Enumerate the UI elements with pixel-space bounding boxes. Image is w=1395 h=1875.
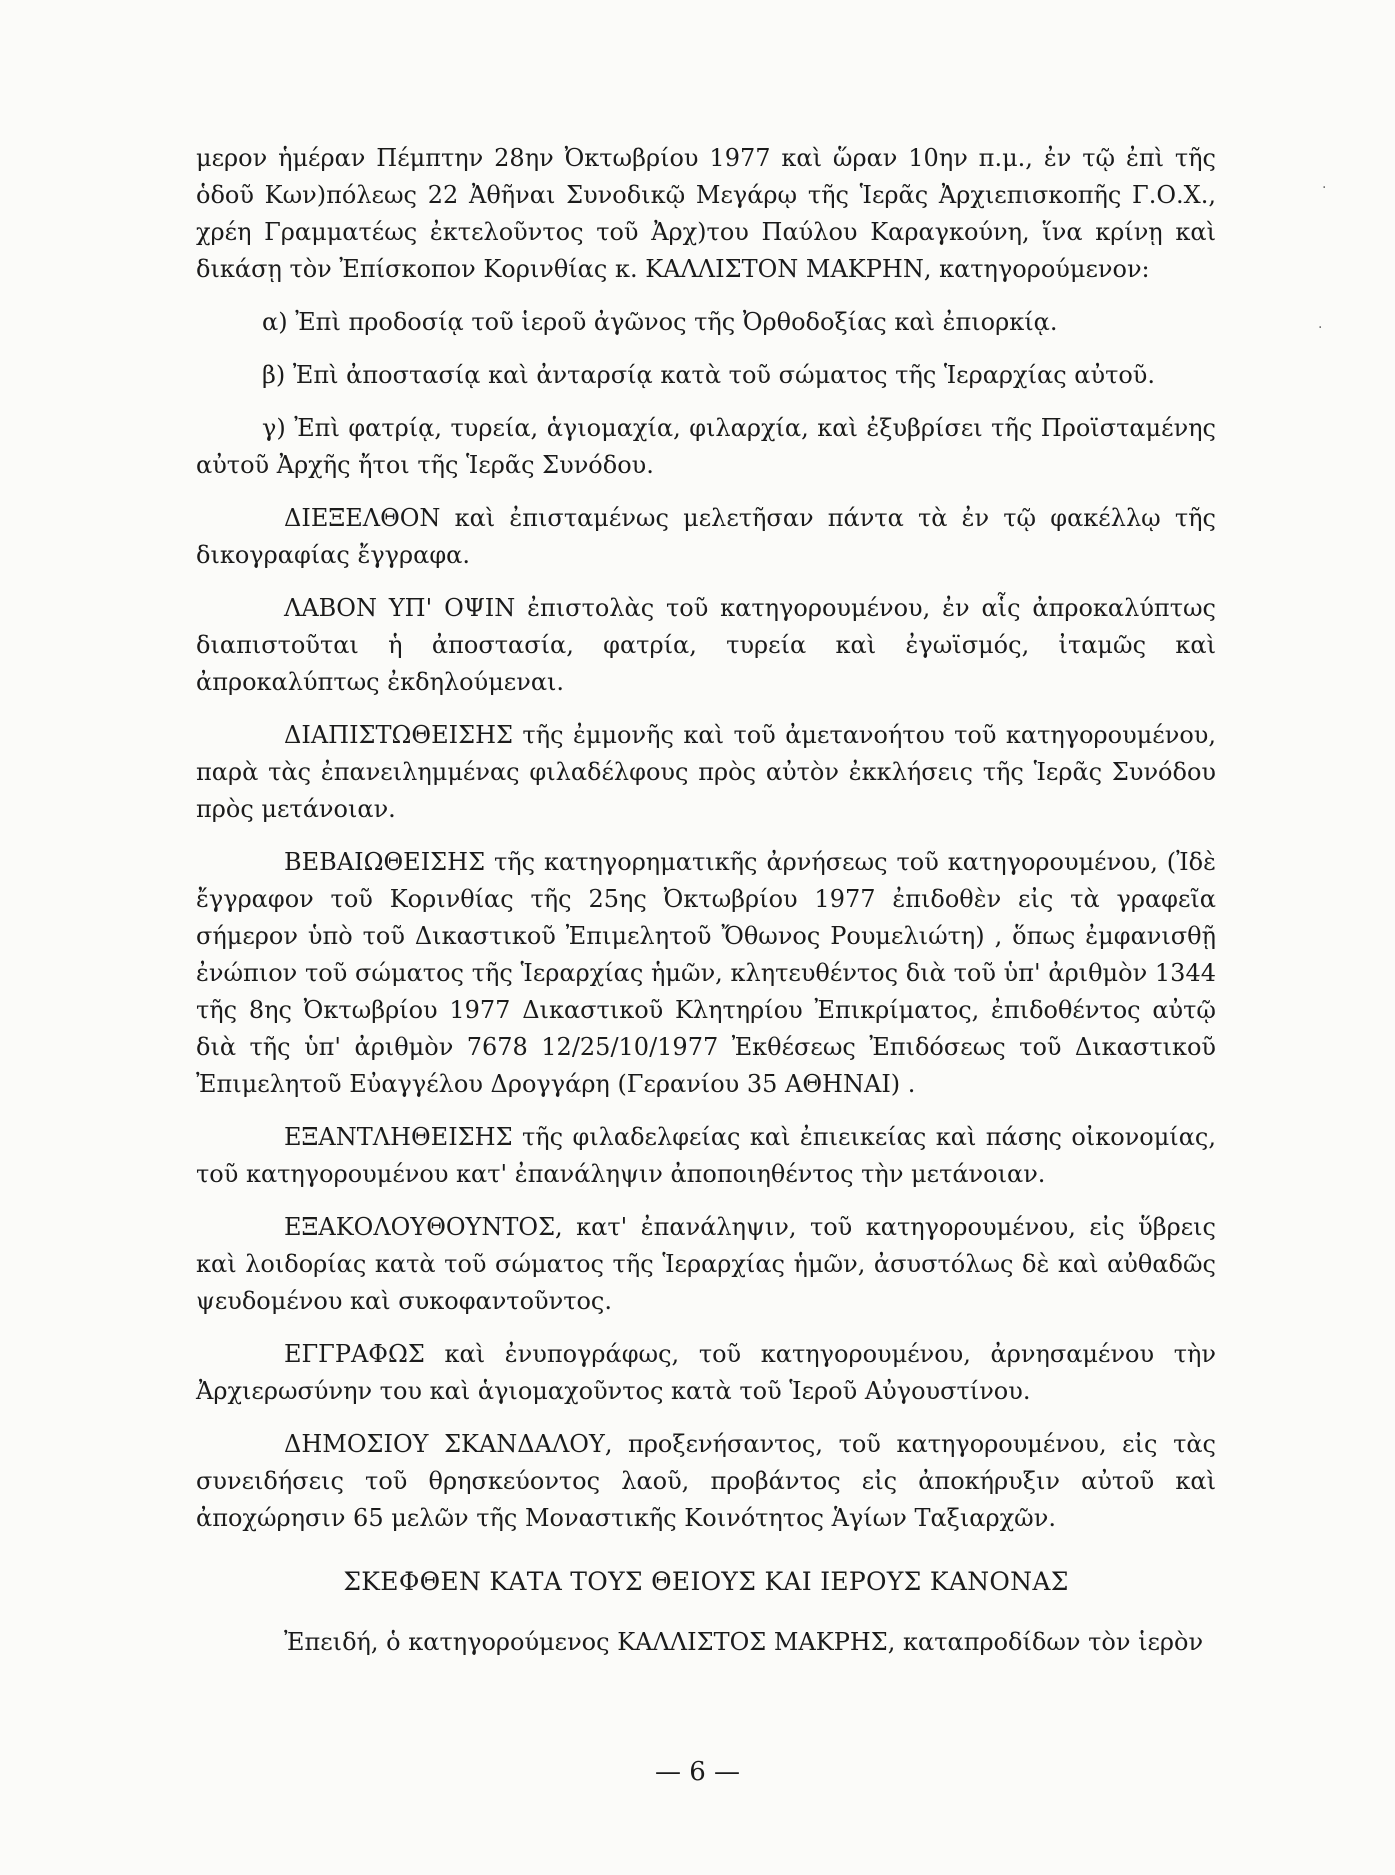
charge-item-a: α) Ἐπὶ προδοσίᾳ τοῦ ἱεροῦ ἀγῶνος τῆς Ὀρθοδοξίας καὶ ἐπιορκίᾳ.: [262, 308, 1058, 336]
paragraph-diapistotheisis: ΔΙΑΠΙΣΤΩΘΕΙΣΗΣ τῆς ἐμμονῆς καὶ τοῦ ἀμετανοήτου τοῦ κατηγορουμένου, παρὰ τὰς ἐπανειλημμένας φιλαδέλφους πρὸς αὐτὸν ἐκκλήσεις τῆς Ἱερᾶς Συνόδου πρὸς μετάνοιαν.: [196, 721, 1216, 823]
paragraph-dimosiou-skandalou: ΔΗΜΟΣΙΟΥ ΣΚΑΝΔΑΛΟΥ, προξενήσαντος, τοῦ κατηγορουμένου, εἰς τὰς συνειδήσεις τοῦ θρησκεύοντος λαοῦ, προβάντος εἰς ἀποκήρυξιν αὐτοῦ καὶ ἀποχώρησιν 65 μελῶν τῆς Μοναστικῆς Κοινότητος Ἁγίων Ταξιαρχῶν.: [196, 1430, 1216, 1532]
charge-item-b: β) Ἐπὶ ἀποστασίᾳ καὶ ἀνταρσίᾳ κατὰ τοῦ σώματος τῆς Ἱεραρχίας αὐτοῦ.: [262, 361, 1156, 389]
margin-speck-icon: ·: [1322, 180, 1327, 196]
document-body: [196, 140, 1216, 1677]
final-paragraph: Ἐπειδή, ὁ κατηγορούμενος ΚΑΛΛΙΣΤΟΣ ΜΑΚΡΗΣ, καταπροδίδων τὸν ἱερὸν: [284, 1628, 1204, 1656]
margin-speck-icon: ·: [1318, 320, 1323, 336]
paragraph-exantlitheisis: ΕΞΑΝΤΛΗΘΕΙΣΗΣ τῆς φιλαδελφείας καὶ ἐπιεικείας καὶ πάσης οἰκονομίας, τοῦ κατηγορουμένου κατ' ἐπανάληψιν ἀποποιηθέντος τὴν μετάνοιαν.: [196, 1123, 1216, 1188]
page-number: — 6 —: [654, 1757, 741, 1787]
paragraph-exakolouthountos: ΕΞΑΚΟΛΟΥΘΟΥΝΤΟΣ, κατ' ἐπανάληψιν, τοῦ κατηγορουμένου, εἰς ὕβρεις καὶ λοιδορίας κατὰ τοῦ σώματος τῆς Ἱεραρχίας ἡμῶν, ἀσυστόλως δὲ καὶ αὐθαδῶς ψευδομένου καὶ συκοφαντοῦντος.: [196, 1213, 1216, 1315]
paragraph-vevaiotheisis: ΒΕΒΑΙΩΘΕΙΣΗΣ τῆς κατηγορηματικῆς ἀρνήσεως τοῦ κατηγορουμένου, (Ἰδὲ ἔγγραφον τοῦ Κορινθίας τῆς 25ης Ὀκτωβρίου 1977 ἐπιδοθὲν εἰς τὰ γραφεῖα σήμερον ὑπὸ τοῦ Δικαστικοῦ Ἐπιμελητοῦ Ὄθωνος Ρουμελιώτη) , ὅπως ἐμφανισθῇ ἐνώπιον τοῦ σώματος τῆς Ἱεραρχίας ἡμῶν, κλητευθέντος διὰ τοῦ ὑπ' ἀριθμὸν 1344 τῆς 8ης Ὀκτωβρίου 1977 Δικαστικοῦ Κλητηρίου Ἐπικρίματος, ἐπιδοθέντος αὐτῷ διὰ τῆς ὑπ' ἀριθμὸν 7678 12/25/10/1977 Ἐκθέσεως Ἐπιδόσεως τοῦ Δικαστικοῦ Ἐπιμελητοῦ Εὐαγγέλου Δρογγάρη (Γερανίου 35 ΑΘΗΝΑΙ) .: [196, 848, 1216, 1098]
paragraph-lavon: ΛΑΒΟΝ ΥΠ' ΟΨΙΝ ἐπιστολὰς τοῦ κατηγορουμένου, ἐν αἷς ἀπροκαλύπτως διαπιστοῦται ἡ ἀποστασία, φατρία, τυρεία καὶ ἐγωϊσμός, ἰταμῶς καὶ ἀπροκαλύπτως ἐκδηλούμεναι.: [196, 594, 1216, 696]
section-heading: ΣΚΕΦΘΕΝ ΚΑΤΑ ΤΟΥΣ ΘΕΙΟΥΣ ΚΑΙ ΙΕΡΟΥΣ ΚΑΝΟΝΑΣ: [343, 1567, 1069, 1596]
paragraph-dieksel-thon: ΔΙΕΞΕΛΘΟΝ καὶ ἐπισταμένως μελετῆσαν πάντα τὰ ἐν τῷ φακέλλῳ τῆς δικογραφίας ἔγγραφα.: [196, 504, 1216, 569]
charge-item-c: γ) Ἐπὶ φατρίᾳ, τυρεία, ἁγιομαχία, φιλαρχία, καὶ ἐξυβρίσει τῆς Προϊσταμένης αὐτοῦ Ἀρχῆς ἤτοι τῆς Ἱερᾶς Συνόδου.: [196, 414, 1216, 479]
opening-paragraph: μερον ἡμέραν Πέμπτην 28ην Ὀκτωβρίου 1977 καὶ ὥραν 10ην π.μ., ἐν τῷ ἐπὶ τῆς ὁδοῦ Κων)πόλεως 22 Ἀθῆναι Συνοδικῷ Μεγάρῳ τῆς Ἱερᾶς Ἀρχιεπισκοπῆς Γ.Ο.Χ., χρέη Γραμματέως ἐκτελοῦντος τοῦ Ἀρχ)του Παύλου Καραγκούνη, ἵνα κρίνῃ καὶ δικάσῃ τὸν Ἐπίσκοπον Κορινθίας κ. ΚΑΛΛΙΣΤΟΝ ΜΑΚΡΗΝ, κατηγορούμενον:: [196, 144, 1216, 283]
paragraph-engrafos: ΕΓΓΡΑΦΩΣ καὶ ἐνυπογράφως, τοῦ κατηγορουμένου, ἀρνησαμένου τὴν Ἀρχιερωσύνην του καὶ ἁγιομαχοῦντος κατὰ τοῦ Ἱεροῦ Αὐγουστίνου.: [196, 1340, 1216, 1405]
